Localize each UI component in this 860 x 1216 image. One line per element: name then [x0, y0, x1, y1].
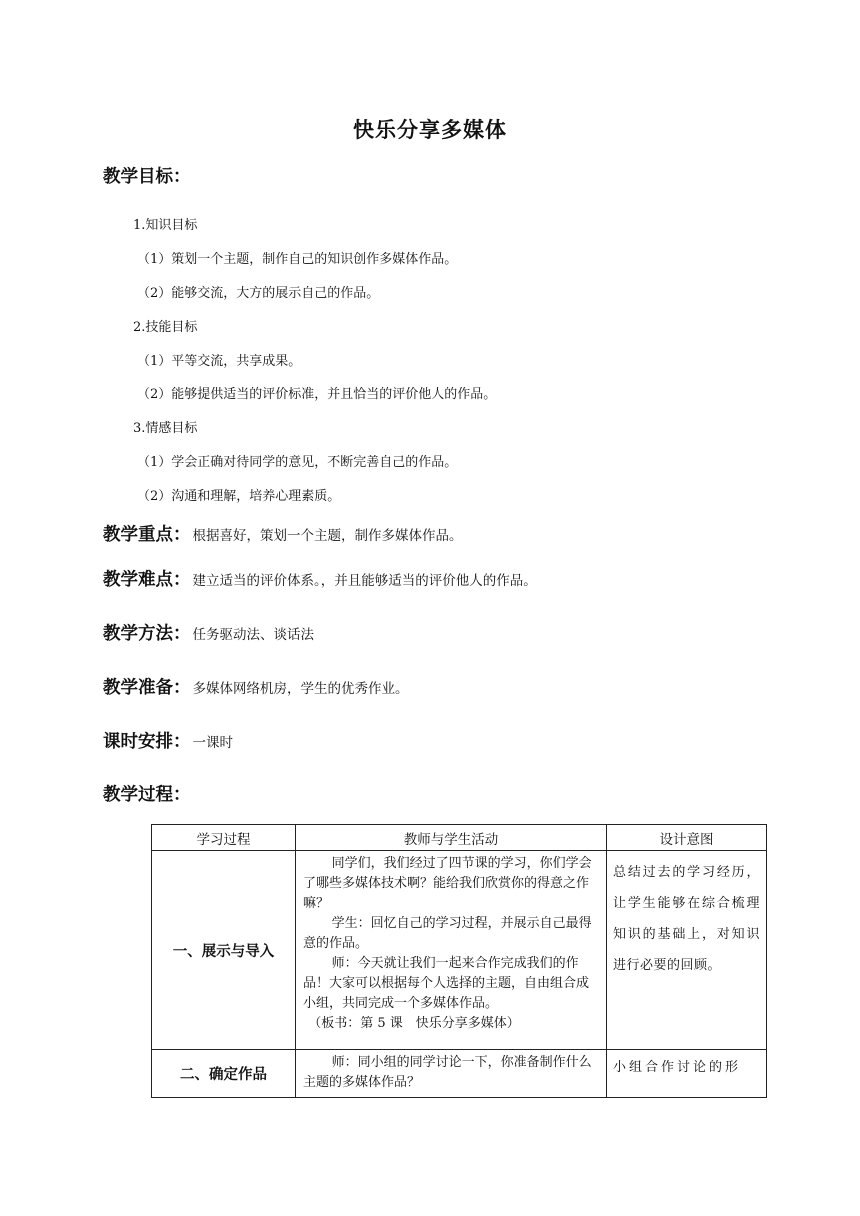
key-points-label: 教学重点：: [103, 525, 191, 545]
stage-cell: 二、确定作品: [152, 1050, 296, 1098]
process-label: 教学过程：: [103, 785, 191, 805]
activity-paragraph: 同学们，我们经过了四节课的学习，你们学会了哪些多媒体技术啊？能给我们欣赏你的得意之作嘛？: [303, 856, 592, 911]
intent-cell: 小组合作讨论的形: [607, 1050, 767, 1098]
header-activities: 教师与学生活动: [296, 825, 607, 851]
objective-item: （1）平等交流，共享成果。: [137, 354, 302, 369]
objective-item: （1）学会正确对待同学的意见，不断完善自己的作品。: [137, 455, 458, 470]
activity-paragraph: 师：同小组的同学讨论一下，你准备制作什么主题的多媒体作品？: [303, 1055, 592, 1090]
difficulties-label: 教学难点：: [103, 570, 191, 590]
key-points-text: 根据喜好，策划一个主题，制作多媒体作品。: [192, 528, 463, 544]
preparation-section: [103, 674, 409, 699]
activity-paragraph: 学生：回忆自己的学习过程，并展示自己最得意的作品。: [303, 916, 592, 951]
activities-cell: [296, 1050, 607, 1098]
blackboard-note: （板书：第 5 课 快乐分享多媒体）: [308, 1016, 520, 1031]
objective-item: （2）能够提供适当的评价标准，并且恰当的评价他人的作品。: [137, 387, 497, 402]
table-row: [152, 851, 767, 1050]
objective-item: （1）策划一个主题，制作自己的知识创作多媒体作品。: [137, 252, 458, 267]
schedule-text: 一课时: [192, 735, 233, 751]
header-intent: 设计意图: [607, 825, 767, 851]
objective-item: 3.情感目标: [133, 421, 198, 436]
objective-item: 1.知识目标: [133, 218, 198, 233]
stage-cell: 一、展示与导入: [152, 851, 296, 1050]
process-heading: [103, 781, 191, 806]
page-title: 快乐分享多媒体: [353, 118, 507, 142]
teaching-process-table: [151, 824, 767, 1098]
methods-text: 任务驱动法、谈话法: [192, 627, 314, 643]
methods-label: 教学方法：: [103, 624, 191, 644]
objective-item: （2）能够交流，大方的展示自己的作品。: [137, 286, 380, 301]
schedule-section: [103, 728, 233, 753]
objective-item: 2.技能目标: [133, 320, 198, 335]
table-header-row: [152, 825, 767, 851]
difficulties-section: [103, 566, 537, 591]
methods-section: [103, 620, 314, 645]
objectives-heading: [103, 163, 191, 188]
intent-cell: 总结过去的学习经历，让学生能够在综合梳理知识的基础上，对知识进行必要的回顾。: [607, 851, 767, 1050]
preparation-label: 教学准备：: [103, 678, 191, 698]
header-stage: 学习过程: [152, 825, 296, 851]
objective-item: （2）沟通和理解，培养心理素质。: [137, 489, 341, 504]
table-row: [152, 1050, 767, 1098]
preparation-text: 多媒体网络机房，学生的优秀作业。: [192, 681, 409, 697]
activity-paragraph: 师：今天就让我们一起来合作完成我们的作品！大家可以根据每个人选择的主题，自由组合成小组，共同完成一个多媒体作品。: [303, 956, 590, 1011]
key-points-section: [103, 521, 463, 546]
objectives-label: 教学目标：: [103, 167, 191, 187]
activities-cell: [296, 851, 607, 1050]
schedule-label: 课时安排：: [103, 732, 191, 752]
difficulties-text: 建立适当的评价体系。，并且能够适当的评价他人的作品。: [192, 573, 537, 589]
